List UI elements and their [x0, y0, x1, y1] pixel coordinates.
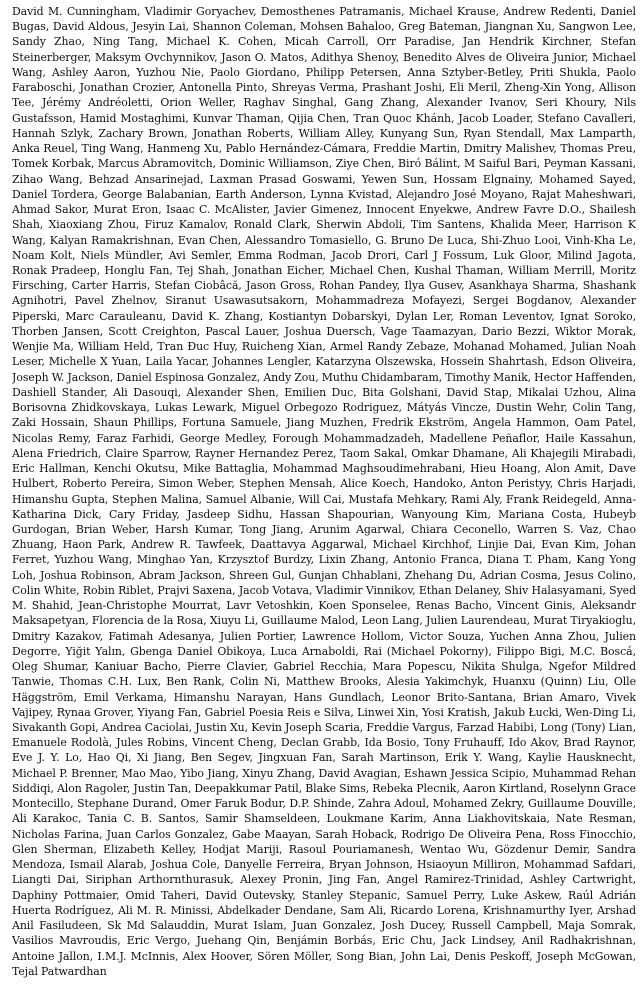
page — [12, 4, 636, 984]
author-list: David M. Cunningham, Vladimir Goryachev, Demosthenes Patramanis, Michael Krause, Andrew Redenti, Daniel Bugas, David Aldous, Jesyin Lai, Shannon Coleman, Mohsen Bahaloo, Greg Bateman, Jiangnan Xu, Sangwon Lee, Sandy Zhao, Ning Tang, Michael K. Cohen, Micah Carroll, Orr Paradise, Jan Hendrik Kirchner, Stefan Steinerberger, Maksym Ovchynnikov, Jason O. Matos, Adithya Shenoy, Benedito Alves de Oliveira Junior, Michael Wang, Ashley Aaron, Yuzhou Nie, Paolo Giordano, Philipp Petersen, Anna Sztyber-Betley, Priti Shukla, Paolo Faraboschi, Jonathan Crozier, Antonella Pinto, Shreyas Verma, Prashant Joshi, Eli Meril, Zheng-Xin Yong, Allison Tee, Jérémy Andréoletti, Orion Weller, Raghav Singhal, Gang Zhang, Alexander Ivanov, Seri Khoury, Nils Gustafsson, Hamid Mostaghimi, Kunvar Thaman, Qijia Chen, Tran Quoc Khánh, Jacob Loader, Stefano Cavalleri, Hannah Szlyk, Zachary Brown, Jonathan Roberts, William Alley, Kunyang Sun, Ryan Stendall, Max Lamparth, Anka Reuel, Ting Wang, Hanmeng Xu, Pablo Hernández-Cámara, Freddie Martin, Dmitry Malishev, Thomas Preu, Tomek Korbak, Marcus Abramovitch, Dominic Williamson, Ziye Chen, Biró Bálint, M Saiful Bari, Peyman Kassani, Zihao Wang, Behzad Ansarinejad, Laxman Prasad Goswami, Yewen Sun, Hossam Elgnainy, Mohamed Sayed, Daniel Tordera, George Balabanian, Earth Anderson, Lynna Kvistad, Alejandro José Moyano, Rajat Maheshwari, Ahmad Sakor, Murat Eron, Isaac C. McAlister, Javier Gimenez, Innocent Enyekwe, Andrew Favre D.O., Shailesh Shah, Xiaoxiang Zhou, Firuz Kamalov, Ronald Clark, Sherwin Abdoli, Tim Santens, Khalida Meer, Harrison K Wang, Kalyan Ramakrishnan, Evan Chen, Alessandro Tomasiello, G. Bruno De Luca, Shi-Zhuo Looi, Vinh-Kha Le, Noam Kolt, Niels Mündler, Avi Semler, Emma Rodman, Jacob Drori, Carl J Fossum, Luk Gloor, Milind Jagota, Ronak Pradeep, Honglu Fan, Tej Shah, Jonathan Eicher, Michael Chen, Kushal Thaman, William Merrill, Moritz Firsching, Carter Harris, Stefan Ciobâcă, Jason Gross, Rohan Pandey, Ilya Gusev, Asankhaya Sharma, Shashank Agnihotri, Pavel Zhelnov, Siranut Usawasutsakorn, Mohammadreza Mofayezi, Sergei Bogdanov, Alexander Piperski, Marc Carauleanu, David K. Zhang, Kostiantyn Dobarskyi, Dylan Ler, Roman Leventov, Ignat Soroko, Thorben Jansen, Scott Creighton, Pascal Lauer, Joshua Duersch, Vage Taamazyan, Dario Bezzi, Wiktor Morak, Wenjie Ma, William Held, Tran Đuc Huy, Ruicheng Xian, Armel Randy Zebaze, Mohanad Mohamed, Julian Noah Leser, Michelle X Yuan, Laila Yacar, Johannes Lengler, Katarzyna Olszewska, Hossein Shahrtash, Edson Oliveira, Joseph W. Jackson, Daniel Espinosa Gonzalez, Andy Zou, Muthu Chidambaram, Timothy Manik, Hector Haffenden, Dashiell Stander, Ali Dasouqi, Alexander Shen, Emilien Duc, Bita Golshani, David Stap, Mikalai Uzhou, Alina Borisovna Zhidkovskaya, Lukas Lewark, Miguel Orbegozo Rodriguez, Mátyás Vincze, Dustin Wehr, Colin Tang, Zaki Hossain, Shaun Phillips, Fortuna Samuele, Jiang Muzhen, Fredrik Ekström, Angela Hammon, Oam Patel, Nicolas Remy, Faraz Farhidi, George Medley, Forough Mohammadzadeh, Madellene Peñaflor, Haile Kassahun, Alena Friedrich, Claire Sparrow, Rayner Hernandez Perez, Taom Sakal, Omkar Dhamane, Ali Khajegili Mirabadi, Eric Hallman, Kenchi Okutsu, Mike Battaglia, Mohammad Maghsoudimehrabani, Hieu Hoang, Alon Amit, Dave Hulbert, Roberto Pereira, Simon Weber, Stephen Mensah, Alice Koech, Handoko, Anton Peristyy, Chris Harjadi, Himanshu Gupta, Stephen Malina, Samuel Albanie, Will Cai, Mustafa Mehkary, Rami Aly, Frank Reidegeld, Anna-Katharina Dick, Cary Friday, Jasdeep Sidhu, Hassan Shapourian, Wanyoung Kim, Mariana Costa, Hubeyb Gurdogan, Brian Weber, Harsh Kumar, Tong Jiang, Arunim Agarwal, Chiara Ceconello, Warren S. Vaz, Chao Zhuang, Haon Park, Andrew R. Tawfeek, Daattavya Aggarwal, Michael Kirchhof, Linjie Dai, Evan Kim, Johan Ferret, Yuzhou Wang, Minghao Yan, Krzysztof Burdzy, Lixin Zhang, Antonio Franca, Diana T. Pham, Kang Yong Loh, Joshua Robinson, Abram Jackson, Shreen Gul, Gunjan Chhablani, Zhehang Du, Adrian Cosma, Jesus Colino, Colin White, Robin Riblet, Prajvi Saxena, Jacob Votava, Vladimir Vinnikov, Ethan Delaney, Shiv Halasyamani, Syed M. Shahid, Jean-Christophe Mourrat, Lavr Vetoshkin, Koen Sponselee, Renas Bacho, Vincent Ginis, Aleksandr Maksapetyan, Florencia de la Rosa, Xiuyu Li, Guillaume Malod, Leon Lang, Julien Laurendeau, Murat Tiryakioglu, Dmitry Kazakov, Fatimah Adesanya, Julien Portier, Lawrence Hollom, Victor Souza, Yuchen Anna Zhou, Julien Degorre, Yiğit Yalın, Gbenga Daniel Obikoya, Luca Arnaboldi, Rai (Michael Pokorny), Filippo Bigi, M.C. Boscá, Oleg Shumar, Kaniuar Bacho, Pierre Clavier, Gabriel Recchia, Mara Popescu, Nikita Shulga, Ngefor Mildred Tanwie, Thomas C.H. Lux, Ben Rank, Colin Ni, Matthew Brooks, Alesia Yakimchyk, Huanxu (Quinn) Liu, Olle Häggström, Emil Verkama, Himanshu Narayan, Hans Gundlach, Leonor Brito-Santana, Brian Amaro, Vivek Vajipey, Rynaa Grover, Yiyang Fan, Gabriel Poesia Reis e Silva, Linwei Xin, Yosi Kratish, Jakub Łucki, Wen-Ding Li, Sivakanth Gopi, Andrea Caciolai, Justin Xu, Kevin Joseph Scaria, Freddie Vargus, Farzad Habibi, Long (Tony) Lian, Emanuele Rodolà, Jules Robins, Vincent Cheng, Declan Grabb, Ida Bosio, Tony Fruhauff, Ido Akov, Brad Raynor, Eve J. Y. Lo, Hao Qi, Xi Jiang, Ben Segev, Jingxuan Fan, Sarah Martinson, Erik Y. Wang, Kaylie Hausknecht, Michael P. Brenner, Mao Mao, Yibo Jiang, Xinyu Zhang, David Avagian, Eshawn Jessica Scipio, Muhammad Rehan Siddiqi, Alon Ragoler, Justin Tan, Deepakkumar Patil, Blake Sims, Rebeka Plecnik, Aaron Kirtland, Roselynn Grace Montecillo, Stephane Durand, Omer Faruk Bodur, D.P. Shinde, Zahra Adoul, Mohamed Zekry, Guillaume Douville, Ali Karakoc, Tania C. B. Santos, Samir Shamseldeen, Loukmane Karim, Anna Liakhovitskaia, Nate Resman, Nicholas Farina, Juan Carlos Gonzalez, Gabe Maayan, Sarah Hoback, Rodrigo De Oliveira Pena, Ross Finocchio, Glen Sherman, Elizabeth Kelley, Hodjat Mariji, Rasoul Pouriamanesh, Wentao Wu, Gözdenur Demir, Sandra Mendoza, Ismail Alarab, Joshua Cole, Danyelle Ferreira, Bryan Johnson, Hsiaoyun Milliron, Mohammad Safdari, Liangti Dai, Siriphan Arthornthurasuk, Alexey Pronin, Jing Fan, Angel Ramirez-Trinidad, Ashley Cartwright, Daphiny Pottmaier, Omid Taheri, David Outevsky, Stanley Stepanic, Samuel Perry, Luke Askew, Raúl Adrián Huerta Rodríguez, Ali M. R. Minissi, Abdelkader Dendane, Sam Ali, Ricardo Lorena, Krishnamurthy Iyer, Arshad Anil Fasiludeen, Sk Md Salauddin, Murat Islam, Juan Gonzalez, Josh Ducey, Russell Campbell, Maja Somrak, Vasilios Mavroudis, Eric Vergo, Juehang Qin, Benjámin Borbás, Eric Chu, Jack Lindsey, Anil Radhakrishnan, Antoine Jallon, I.M.J. McInnis, Alex Hoover, Sören Möller, Song Bian, John Lai, Denis Peskoff, Joseph McGowan, Tejal Patwardhan — [12, 5, 636, 978]
